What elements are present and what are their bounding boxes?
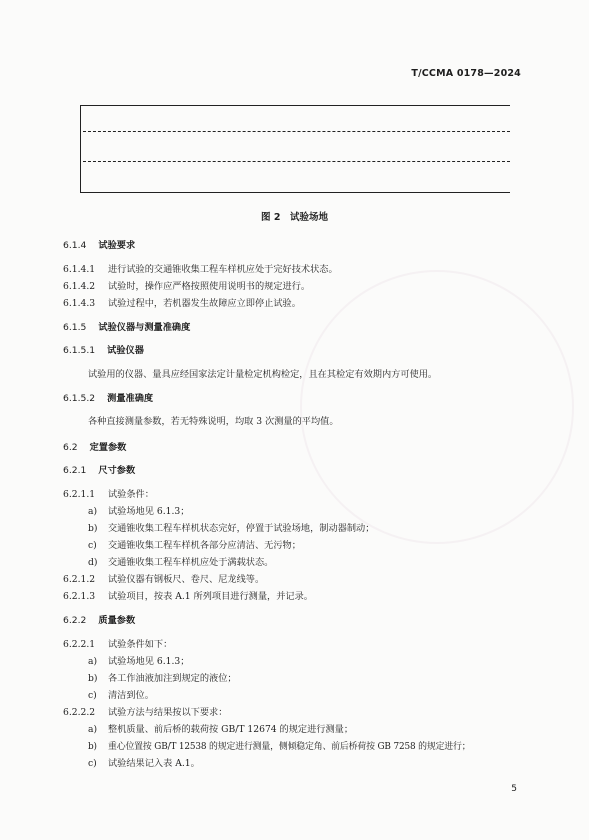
clause-6-1-4-1: 6.1.4.1 进行试验的交通锥收集工程车样机应处于完好技术状态。: [63, 264, 338, 275]
heading-6-1-5-2: 6.1.5.2 测量准确度: [63, 393, 154, 404]
watermark-seal: [300, 270, 574, 544]
clause-6-2-1-1: 6.2.1.1 试验条件：: [63, 489, 154, 500]
clause-6-1-4-2: 6.1.4.2 试验时，操作应严格按照使用说明书的规定进行。: [63, 281, 311, 292]
list-item: a) 试验场地见 6.1.3；: [88, 506, 190, 517]
clause-6-2-2-1: 6.2.2.1 试验条件如下：: [63, 639, 173, 650]
standard-code: T/CCMA 0178—2024: [411, 68, 521, 79]
list-item: a) 试验场地见 6.1.3；: [88, 656, 190, 667]
dashed-lane-line-1: [83, 131, 510, 132]
list-item: d) 交通锥收集工程车样机应处于满载状态。: [88, 557, 274, 568]
clause-6-2-1-2: 6.2.1.2 试验仪器有钢板尺、卷尺、尼龙线等。: [63, 574, 265, 585]
heading-6-1-5: 6.1.5 试验仪器与测量准确度: [63, 322, 191, 333]
clause-6-2-1-3: 6.2.1.3 试验项目，按表 A.1 所列项目进行测量，并记录。: [63, 591, 313, 602]
dashed-lane-line-2: [83, 161, 510, 162]
list-item: b) 重心位置按 GB/T 12538 的规定进行测量，侧倾稳定角、前后桥荷按 GB 7258 的规定进行；: [88, 742, 471, 752]
list-item: a) 整机质量、前后桥的载荷按 GB/T 12674 的规定进行测量；: [88, 724, 354, 735]
paragraph-6-1-5-2: 各种直接测量参数，若无特殊说明，均取 3 次测量的平均值。: [88, 416, 339, 427]
heading-6-2: 6.2 定置参数: [63, 442, 127, 453]
figure-caption: 图 2 试验场地: [261, 212, 328, 223]
heading-6-1-5-1: 6.1.5.1 试验仪器: [63, 345, 144, 356]
list-item: c) 试验结果记入表 A.1。: [88, 758, 200, 769]
paragraph-6-1-5-1: 试验用的仪器、量具应经国家法定计量检定机构检定，且在其检定有效期内方可使用。: [88, 369, 438, 380]
heading-6-2-1: 6.2.1 尺寸参数: [63, 465, 136, 476]
list-item: b) 交通锥收集工程车样机状态完好，停置于试验场地，制动器制动；: [88, 523, 375, 534]
page-number: 5: [511, 784, 517, 794]
heading-6-2-2: 6.2.2 质量参数: [63, 615, 136, 626]
list-item: b) 各工作油液加注到规定的液位；: [88, 673, 237, 684]
list-item: c) 清洁到位。: [88, 690, 154, 701]
clause-6-1-4-3: 6.1.4.3 试验过程中，若机器发生故障应立即停止试验。: [63, 298, 301, 309]
heading-6-1-4: 6.1.4 试验要求: [63, 240, 136, 251]
clause-6-2-2-2: 6.2.2.2 试验方法与结果按以下要求：: [63, 707, 228, 718]
list-item: c) 交通锥收集工程车样机各部分应清洁、无污物；: [88, 540, 301, 551]
figure-test-site: [80, 105, 510, 193]
